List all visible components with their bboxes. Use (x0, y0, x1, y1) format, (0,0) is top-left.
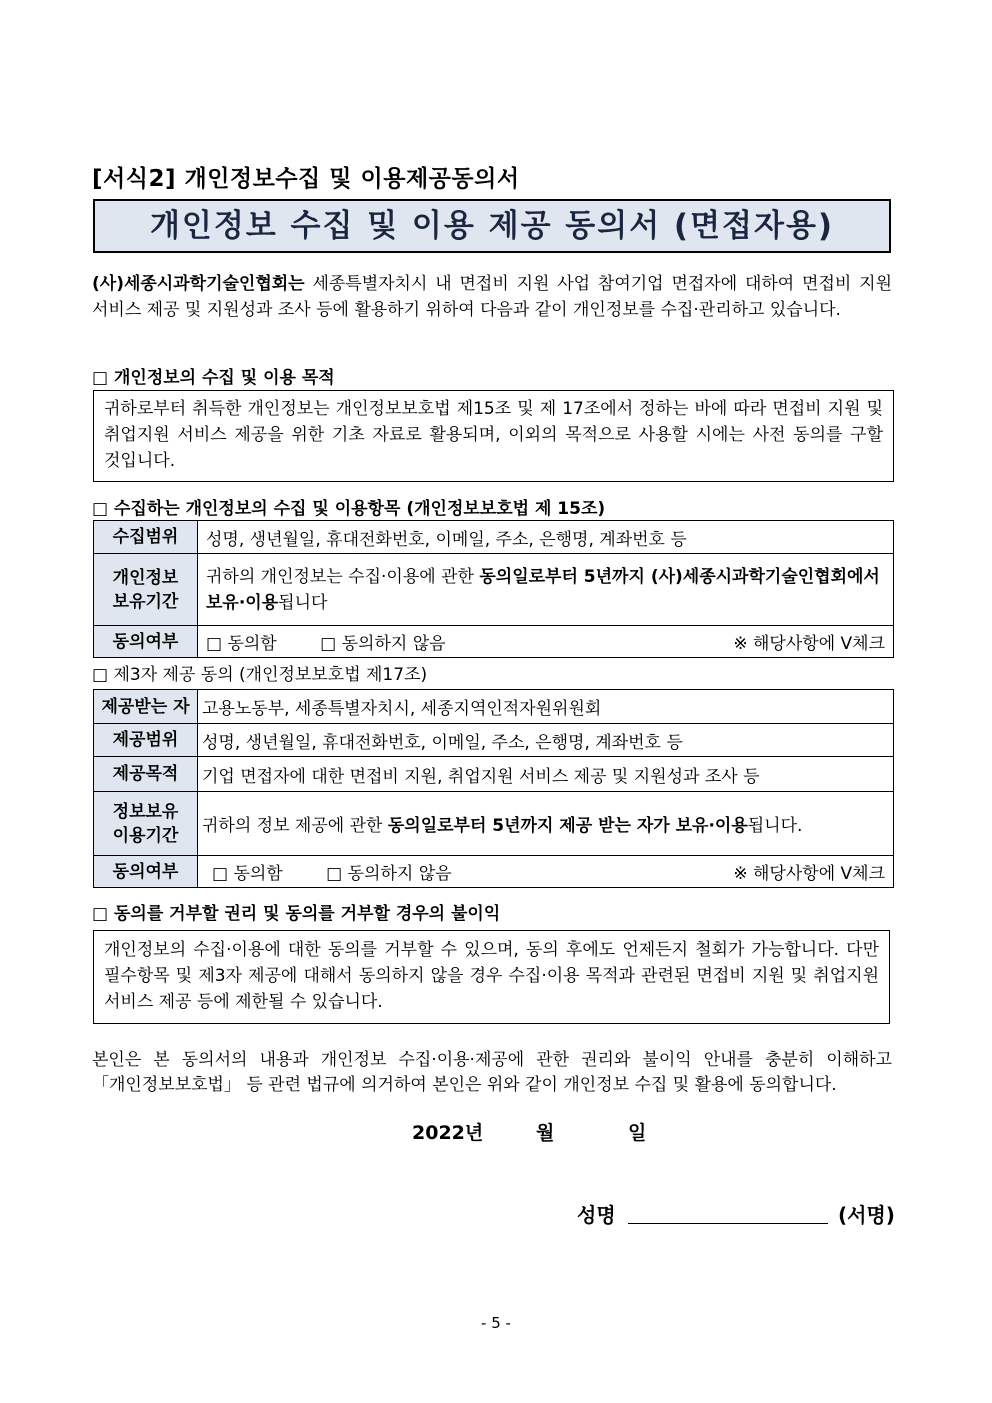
third-party-scope-row (94, 724, 894, 757)
third-party-agree-checkbox[interactable]: □ 동의함 (212, 864, 283, 884)
third-party-table (93, 689, 894, 888)
collection-consent-cell (198, 626, 894, 658)
refusal-heading: □ 동의를 거부할 권리 및 동의를 거부할 경우의 불이익 (92, 904, 501, 924)
third-party-consent-label: 동의여부 (94, 856, 198, 888)
third-party-disagree-checkbox[interactable]: □ 동의하지 않음 (326, 864, 452, 884)
collection-scope-value: 성명, 생년월일, 휴대전화번호, 이메일, 주소, 은행명, 계좌번호 등 (198, 521, 894, 554)
collection-retention-row (94, 554, 894, 626)
collection-scope-row (94, 521, 894, 554)
collection-retention-value (198, 554, 894, 626)
date-month: 월 (536, 1122, 555, 1144)
retention-label-line1: 개인정보 (112, 567, 179, 588)
retention-post: 됩니다 (278, 592, 328, 613)
third-party-heading: □ 제3자 제공 동의 (개인정보보호법 제17조) (92, 665, 428, 685)
retention-label-line2: 보유기간 (112, 591, 179, 612)
third-party-consent-cell (198, 856, 894, 888)
third-party-period-label (94, 792, 198, 856)
collection-consent-row (94, 626, 894, 658)
collection-agree-checkbox[interactable]: □ 동의함 (206, 634, 277, 654)
intro-paragraph (92, 271, 892, 323)
third-party-purpose-label: 제공목적 (94, 757, 198, 792)
collection-check-note: ※ 해당사항에 V체크 (733, 634, 885, 654)
third-party-purpose-row (94, 757, 894, 792)
third-party-scope-value: 성명, 생년월일, 휴대전화번호, 이메일, 주소, 은행명, 계좌번호 등 (198, 724, 894, 757)
date-day: 일 (628, 1122, 647, 1144)
purpose-heading: □ 개인정보의 수집 및 이용 목적 (92, 368, 335, 388)
period-pre: 귀하의 정보 제공에 관한 (202, 816, 388, 836)
document-title: 개인정보 수집 및 이용 제공 동의서 (면접자용) (149, 208, 835, 244)
page-number: - 5 - (481, 1314, 511, 1332)
third-party-scope-label: 제공범위 (94, 724, 198, 757)
signature-line[interactable] (628, 1223, 828, 1224)
third-party-check-note: ※ 해당사항에 V체크 (733, 864, 885, 884)
period-label-line1: 정보보유 (112, 801, 179, 822)
signature-sign-label: (서명) (838, 1203, 895, 1227)
intro-org: (사)세종시과학기술인협회는 (92, 274, 305, 294)
third-party-consent-row (94, 856, 894, 888)
collection-disagree-checkbox[interactable]: □ 동의하지 않음 (320, 634, 446, 654)
retention-pre: 귀하의 개인정보는 수집·이용에 관한 (206, 566, 480, 587)
purpose-text: 귀하로부터 취득한 개인정보는 개인정보보호법 제15조 및 제 17조에서 정하는 바에 따라 면접비 지원 및 취업지원 서비스 제공을 위한 기초 자료로 활용되며, 이외의 목적으로 사용할 시에는 사전 동의를 구할 것입니다. (104, 399, 883, 471)
date-year: 2022년 (412, 1122, 484, 1144)
collection-retention-label (94, 554, 198, 626)
period-bold: 동의일로부터 5년까지 제공 받는 자가 보유·이용 (387, 816, 748, 836)
collection-scope-label: 수집범위 (94, 521, 198, 554)
collection-heading: □ 수집하는 개인정보의 수집 및 이용항목 (개인정보보호법 제 15조) (92, 499, 606, 519)
third-party-purpose-value: 기업 면접자에 대한 면접비 지원, 취업지원 서비스 제공 및 지원성과 조사 등 (198, 757, 894, 792)
form-label: [서식2] 개인정보수집 및 이용제공동의서 (92, 166, 520, 192)
refusal-text: 개인정보의 수집·이용에 대한 동의를 거부할 수 있으며, 동의 후에도 언제든지 철회가 가능합니다. 다만 필수항목 및 제3자 제공에 대해서 동의하지 않을 경우 수집·이용 목적과 관련된 면접비 지원 및 취업지원 서비스 제공 등에 제한될 수 있습니다. (104, 940, 879, 1012)
document-title-box (93, 199, 891, 253)
signature-name-label: 성명 (577, 1203, 616, 1227)
third-party-period-row (94, 792, 894, 856)
third-party-period-value (198, 792, 894, 856)
consent-statement: 본인은 본 동의서의 내용과 개인정보 수집·이용·제공에 관한 권리와 불이익 안내를 충분히 이해하고 「개인정보보호법」 등 관련 법규에 의거하여 본인은 위와 같이 개인정보 수집 및 활용에 동의합니다. (92, 1050, 892, 1095)
collection-table (93, 520, 894, 658)
recipient-row (94, 690, 894, 724)
purpose-box (93, 390, 894, 482)
period-label-line2: 이용기간 (112, 825, 179, 846)
retention-bold: 동의일로부터 5년까지 (사)세종시과학기술인협회에서 보유·이용 (206, 566, 880, 613)
recipient-label: 제공받는 자 (94, 690, 198, 724)
recipient-value: 고용노동부, 세종특별자치시, 세종지역인적자원위원회 (198, 690, 894, 724)
intro-text: 세종특별자치시 내 면접비 지원 사업 참여기업 면접자에 대하여 면접비 지원 서비스 제공 및 지원성과 조사 등에 활용하기 위하여 다음과 같이 개인정보를 수집·관리하고 있습니다. (92, 274, 892, 320)
collection-consent-label: 동의여부 (94, 626, 198, 658)
refusal-box (93, 930, 890, 1024)
period-post: 됩니다. (747, 816, 803, 836)
